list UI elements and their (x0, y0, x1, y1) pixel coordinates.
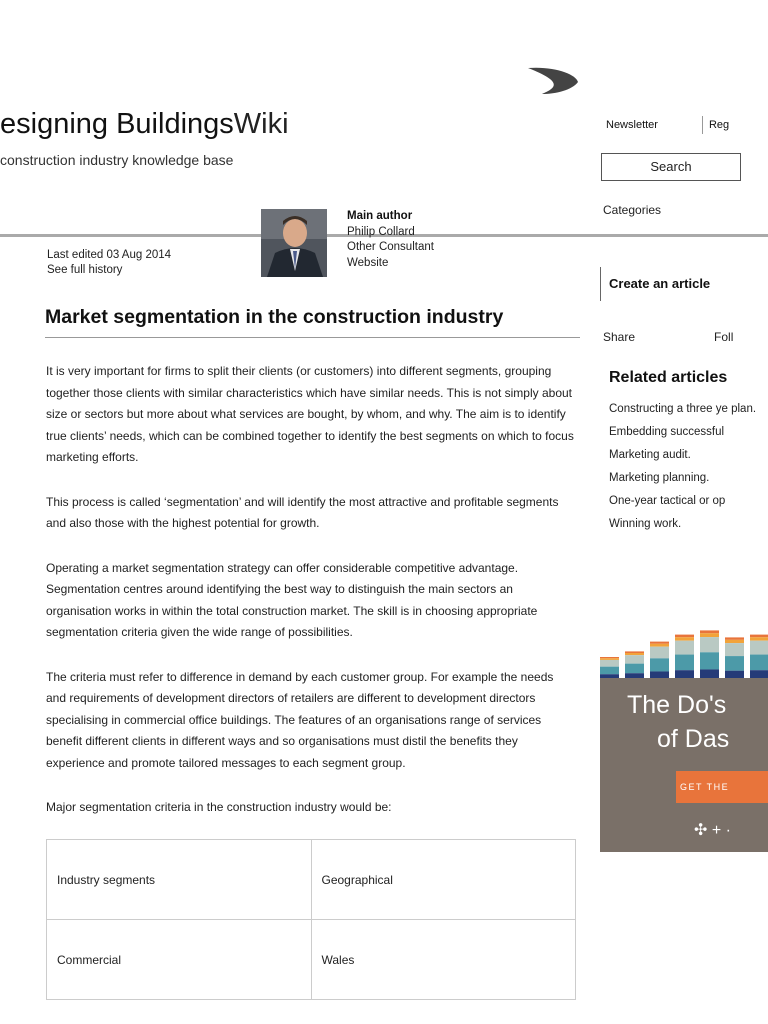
ad-bar-segment (750, 637, 768, 640)
related-article-link[interactable]: Constructing a three ye plan. (609, 403, 757, 415)
ad-bar-segment (675, 635, 694, 638)
ad-bar-segment (675, 655, 694, 671)
edit-info (47, 248, 171, 278)
table-row (47, 840, 576, 920)
search-button[interactable]: Search (601, 153, 741, 181)
author-website-link[interactable]: Website (347, 256, 389, 269)
ad-bar-segment (725, 637, 744, 639)
ad-bar-segment (700, 630, 719, 633)
share-follow-row (603, 330, 733, 344)
article-paragraph: Operating a market segmentation strategy can offer considerable competitive advantage. Segmentation centres around identifying the best way to distinguish the main sectors an organisation works in within the total construction market. The skill is in choosing appropriate segmentation criteria given the wide range of possibilities. (46, 560, 538, 639)
site-title-main: esigning Buildings (0, 108, 234, 140)
article-body (46, 361, 576, 842)
ad-logo-icon: ✣ + · (694, 822, 731, 839)
ad-bar-segment (675, 641, 694, 655)
ad-bar-segment (700, 652, 719, 669)
create-article-link[interactable]: Create an article (600, 267, 710, 301)
full-history-link[interactable]: See full history (47, 264, 123, 276)
top-links (606, 116, 729, 134)
ad-bar-segment (725, 671, 744, 678)
ad-cta-button[interactable]: GET THE (676, 771, 768, 803)
ad-bar-segment (600, 658, 619, 660)
ad-bar-segment (725, 640, 744, 643)
article-paragraph: It is very important for firms to split their clients (or customers) into different segments, grouping together those clients with similar characteristics which have similar needs. This is not simply about size or sectors but more about what services are bought, by whom, and why. The aim is to identify true clients’ needs, which can be combined together to identify the best segments on which to focus marketing efforts. (46, 364, 574, 464)
article-paragraph: Major segmentation criteria in the construction industry would be: (46, 800, 392, 814)
table-cell: Industry segments (47, 840, 312, 920)
ad-bar-segment (625, 655, 644, 664)
ad-bar-segment (650, 642, 669, 644)
ad-headline-line-1: The Do's (627, 691, 727, 719)
ad-headline-line-2: of Das (657, 725, 730, 753)
advertisement-banner[interactable] (600, 608, 768, 852)
related-article-link[interactable]: One-year tactical or op (609, 495, 726, 507)
register-link[interactable]: Reg (708, 118, 730, 131)
ad-bar-segment (600, 674, 619, 678)
ad-bar-segment (650, 647, 669, 659)
ad-bar-segment (625, 653, 644, 655)
last-edited-date: Last edited 03 Aug 2014 (47, 249, 172, 261)
ad-bar-segment (650, 671, 669, 678)
ad-bar-segment (725, 656, 744, 671)
table-cell: Geographical (311, 840, 576, 920)
ad-bar-segment (750, 641, 768, 655)
table-cell: Wales (311, 920, 576, 1000)
table-row (47, 920, 576, 1000)
related-article-link[interactable]: Winning work. (609, 518, 682, 530)
related-article-link[interactable]: Marketing audit. (609, 449, 691, 461)
related-articles-heading: Related articles (609, 369, 728, 386)
article-paragraph: The criteria must refer to difference in demand by each customer group. For example the needs and requirements of development directors of retailers are different to development directors specialising in commercial office buildings. The features of an organisations range of services benefit different clients in different ways and so organisations must distil the benefits they experience and promote tailored messages to each segment group. (46, 669, 554, 770)
ad-bar-graphic (600, 608, 768, 678)
ad-chart-area (600, 608, 768, 678)
related-article-link[interactable]: Embedding successful (609, 426, 725, 438)
ad-headline (627, 688, 729, 756)
ad-bar-segment (650, 644, 669, 647)
ad-bar-segment (600, 667, 619, 675)
article-title: Market segmentation in the construction industry (45, 306, 580, 338)
author-role: Other Consultant (347, 241, 434, 253)
ad-bar-segment (750, 670, 768, 678)
ad-bar-segment (700, 633, 719, 637)
ad-bar-segment (675, 670, 694, 678)
ad-bar-segment (750, 655, 768, 671)
table-cell: Commercial (47, 920, 312, 1000)
ad-bar-segment (625, 673, 644, 678)
ad-bar-segment (600, 657, 619, 658)
categories-link[interactable]: Categories (603, 203, 662, 217)
ad-bar-segment (650, 658, 669, 671)
site-title-wiki: Wiki (233, 108, 289, 140)
ad-bar-segment (600, 660, 619, 667)
ad-bar-segment (725, 643, 744, 656)
author-name-link[interactable]: Philip Collard (347, 225, 415, 238)
logo-swoosh-icon (524, 64, 580, 96)
ad-bar-segment (750, 635, 768, 638)
ad-bar-segment (625, 664, 644, 674)
ad-bar-segment (625, 651, 644, 653)
newsletter-link[interactable]: Newsletter (606, 118, 658, 131)
site-title[interactable] (0, 108, 380, 148)
follow-link[interactable]: Foll (714, 330, 734, 344)
top-links-divider (702, 116, 703, 134)
article-paragraph: This process is called ‘segmentation’ and will identify the most attractive and profitable segments and also those with the highest potential for growth. (46, 494, 559, 530)
author-avatar[interactable] (261, 209, 327, 277)
share-link[interactable]: Share (603, 330, 636, 344)
ad-bar-segment (700, 637, 719, 652)
author-info (347, 209, 434, 271)
ad-bar-segment (675, 637, 694, 640)
site-tagline: construction industry knowledge base (0, 152, 234, 168)
segmentation-table (46, 839, 576, 1000)
related-article-link[interactable]: Marketing planning. (609, 472, 710, 484)
author-heading: Main author (347, 210, 413, 222)
ad-bar-segment (700, 669, 719, 678)
related-articles-list (609, 403, 768, 541)
